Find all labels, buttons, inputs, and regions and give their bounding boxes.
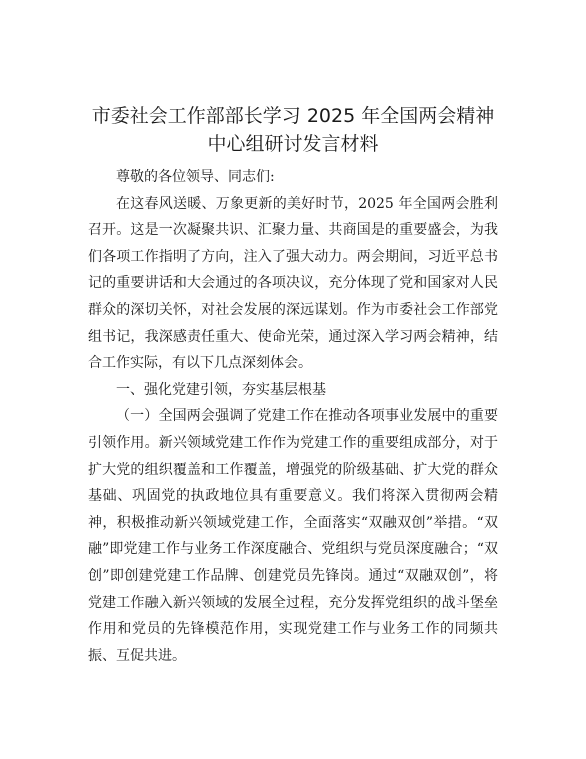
document-body bbox=[88, 164, 498, 669]
document-title-line-2: 中心组研讨发言材料 bbox=[207, 133, 379, 155]
paragraph-section-1: （一）全国两会强调了党建工作在推动各项事业发展中的重要引领作用。新兴领域党建工作作为党建工作的重要组成部分，对于扩大党的组织覆盖和工作覆盖，增强党的阶级基础、扩大党的群众基础、巩固党的执政地位具有重要意义。我们将深入贯彻两会精神，积极推动新兴领域党建工作，全面落实“双融双创”举措。“双融”即党建工作与业务工作深度融合、党组织与党员深度融合；“双创”即创建党建工作品牌、创建党员先锋岗。通过“双融双创”，将党建工作融入新兴领域的发展全过程，充分发挥党组织的战斗堡垒作用和党员的先锋模范作用，实现党建工作与业务工作的同频共振、互促共进。 bbox=[88, 408, 498, 664]
paragraph-intro: 在这春风送暖、万象更新的美好时节，2025 年全国两会胜利召开。这是一次凝聚共识、汇聚力量、共商国是的重要盛会，为我们各项工作指明了方向，注入了强大动力。两会期间，习近平总书记的重要讲话和大会通过的各项决议，充分体现了党和国家对人民群众的深切关怀，对社会发展的深远谋划。作为市委社会工作部党组书记，我深感责任重大、使命光荣，通过深入学习两会精神，结合工作实际，有以下几点深刻体会。 bbox=[88, 195, 498, 372]
section-heading: 一、强化党建引领，夯实基层根基 bbox=[116, 381, 326, 398]
greeting: 尊敬的各位领导、同志们: bbox=[116, 169, 275, 185]
document-title-line-1: 市委社会工作部部长学习 2025 年全国两会精神 bbox=[91, 105, 495, 127]
